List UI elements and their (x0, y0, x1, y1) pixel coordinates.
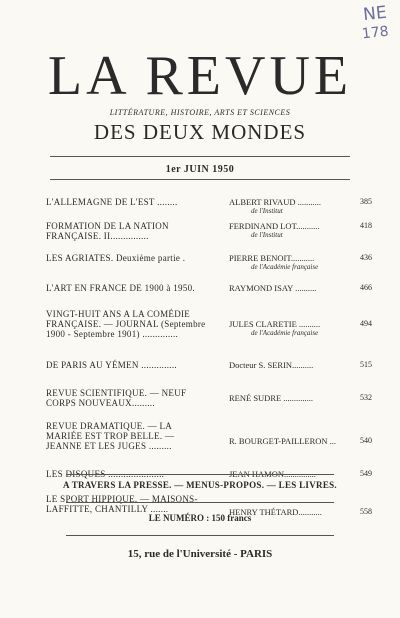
toc-author-sub: de l'Institut (251, 207, 283, 215)
toc-title: FORMATION DE LA NATION FRANÇAISE. II............... (46, 221, 169, 241)
toc-title: VINGT-HUIT ANS A LA COMÉDIE FRANÇAISE. — JOURNAL (Septembre 1900 - Septembre 1901) .............. (46, 309, 206, 339)
toc-author-name: RAYMOND ISAY .......... (229, 283, 317, 293)
toc-author (229, 436, 344, 446)
toc-author (229, 393, 344, 403)
divider (66, 502, 334, 503)
toc-title: REVUE SCIENTIFIQUE. — NEUF CORPS NOUVEAUX......... (46, 388, 187, 408)
toc-author (229, 253, 344, 272)
divider (50, 179, 350, 180)
toc-page: 418 (360, 221, 372, 230)
toc-author (229, 221, 344, 240)
divider (66, 535, 334, 536)
toc-title: LE SPORT HIPPIQUE. — MAISONS-LAFFITTE, CHANTILLY ....... (46, 494, 198, 514)
toc-author-sub: de l'Académie française (251, 263, 319, 271)
handnote-line1: NE (362, 2, 388, 26)
toc-page: 494 (360, 319, 372, 328)
toc-author-name: FERDINAND LOT........... (229, 221, 320, 231)
magazine-title: LA REVUE (47, 45, 353, 107)
issue-price: LE NUMÉRO : 150 francs (148, 513, 252, 523)
toc-title: LES DISQUES ...................... (46, 469, 165, 479)
toc-title: LES AGRIATES. Deuxième partie . (46, 253, 186, 263)
toc-author-name: ALBERT RIVAUD ........... (229, 197, 321, 207)
toc-page: 532 (360, 393, 372, 402)
toc-page: 466 (360, 283, 372, 292)
divider (66, 474, 334, 475)
handnote-line2: 178 (361, 23, 390, 43)
toc-title: L'ALLEMAGNE DE L'EST ........ (46, 197, 178, 207)
toc-title: L'ART EN FRANCE DE 1900 à 1950. (46, 283, 195, 293)
magazine-title-secondary: DES DEUX MONDES (93, 120, 307, 144)
magazine-subtitle: LITTÉRATURE, HISTOIRE, ARTS ET SCIENCES (109, 108, 291, 117)
toc-author-name: JULES CLARETIE .......... (229, 319, 321, 329)
toc-page: 540 (360, 436, 372, 445)
toc-author (229, 283, 344, 293)
divider (50, 156, 350, 157)
toc-title: REVUE DRAMATIQUE. — LA MARIÉE EST TROP BELLE. — JEANNE ET LES JUGES ......... (46, 421, 175, 451)
toc-page: 436 (360, 253, 372, 262)
toc-author-sub: de l'Académie française (251, 329, 319, 337)
publisher-address: 15, rue de l'Université - PARIS (127, 548, 273, 560)
toc-page: 515 (360, 360, 372, 369)
toc-page: 558 (360, 507, 372, 516)
footer-sections: A TRAVERS LA PRESSE. — MENUS-PROPOS. — LES LIVRES. (63, 480, 337, 490)
toc-author-name: R. BOURGET-PAILLERON ... (229, 436, 337, 446)
toc-author-name: Docteur S. SERIN.......... (229, 360, 314, 370)
toc-author (229, 319, 344, 338)
toc-page: 385 (360, 197, 372, 206)
toc-author-name: JEAN HAMON............... (229, 469, 316, 479)
toc-page: 549 (360, 469, 372, 478)
toc-author-name: HENRY THÉTARD........... (229, 507, 322, 517)
toc-author (229, 197, 344, 216)
toc-title: DE PARIS AU YÉMEN .............. (46, 360, 177, 370)
issue-date: 1er JUIN 1950 (165, 164, 235, 175)
toc-author-name: PIERRE BENOIT........... (229, 253, 315, 263)
toc-author (229, 360, 344, 370)
handwritten-note (359, 2, 390, 44)
toc-author-name: RENÉ SUDRE .............. (229, 393, 314, 403)
toc-author-sub: de l'Institut (251, 231, 283, 239)
